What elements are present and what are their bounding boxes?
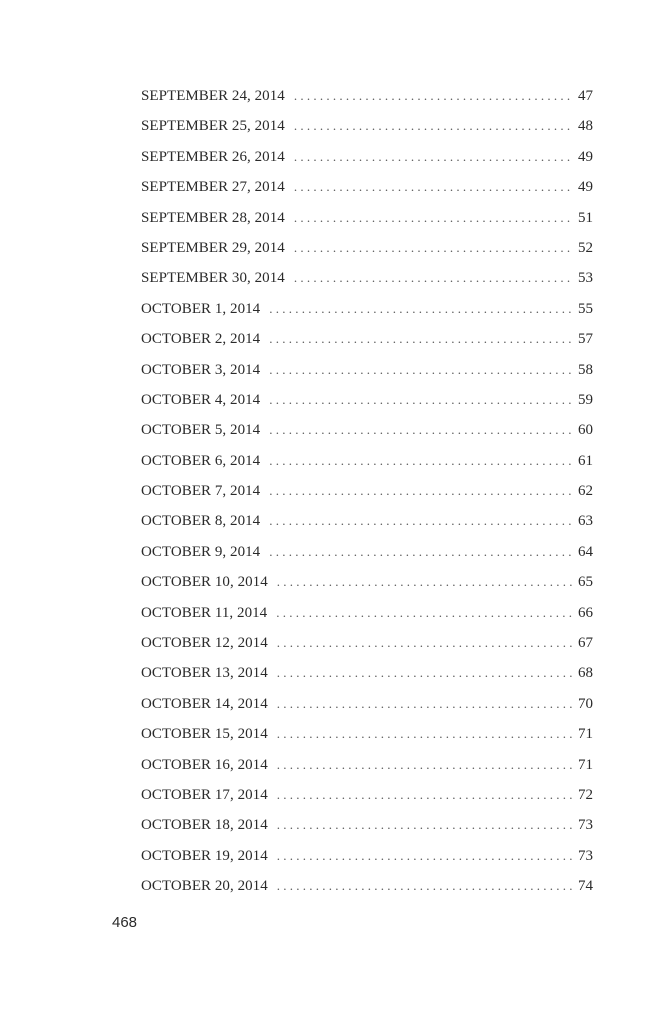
toc-entry-page-number: 51: [578, 209, 593, 226]
table-of-contents: [141, 85, 593, 906]
dot-leader: [269, 480, 572, 502]
toc-entry-label: SEPTEMBER 24, 2014: [141, 88, 285, 104]
toc-entry[interactable]: [141, 359, 593, 389]
toc-entry-page-number: 64: [578, 543, 593, 560]
toc-entry-page-number: 57: [578, 331, 593, 348]
toc-entry[interactable]: [141, 814, 593, 844]
toc-entry[interactable]: [141, 571, 593, 601]
dot-leader: [276, 602, 572, 624]
toc-entry[interactable]: [141, 845, 593, 875]
toc-entry-label: OCTOBER 1, 2014: [141, 300, 261, 317]
toc-entry-label: OCTOBER 7, 2014: [141, 483, 261, 500]
toc-entry-page-number: 52: [578, 239, 593, 256]
dot-leader: [269, 328, 572, 350]
dot-leader: [269, 389, 572, 411]
toc-entry[interactable]: [141, 632, 593, 662]
toc-entry-page-number: 66: [578, 604, 593, 621]
toc-entry[interactable]: [141, 85, 593, 115]
toc-entry-label: OCTOBER 13, 2014: [141, 665, 268, 682]
toc-entry[interactable]: [141, 510, 593, 540]
toc-entry-label: OCTOBER 18, 2014: [141, 817, 268, 834]
toc-entry-page-number: 60: [578, 422, 593, 439]
dot-leader: [269, 541, 572, 563]
toc-entry-label: OCTOBER 3, 2014: [141, 361, 261, 378]
toc-entry-page-number: 70: [578, 695, 593, 712]
toc-entry-label: SEPTEMBER 27, 2014: [141, 179, 285, 196]
toc-entry[interactable]: [141, 723, 593, 753]
toc-entry-page-number: 71: [578, 756, 593, 773]
toc-entry-label: SEPTEMBER 28, 2014: [141, 209, 285, 226]
dot-leader: [277, 814, 572, 836]
toc-entry[interactable]: [141, 662, 593, 692]
dot-leader: [269, 419, 572, 441]
dot-leader: [277, 754, 572, 776]
toc-entry[interactable]: [141, 419, 593, 449]
toc-entry[interactable]: [141, 298, 593, 328]
toc-entry-label: OCTOBER 16, 2014: [141, 756, 268, 773]
toc-entry-page-number: 62: [578, 483, 593, 500]
toc-entry[interactable]: [141, 237, 593, 267]
toc-entry-label: OCTOBER 9, 2014: [141, 543, 261, 560]
toc-entry-label: OCTOBER 2, 2014: [141, 331, 261, 348]
toc-entry-label: SEPTEMBER 26, 2014: [141, 148, 285, 165]
toc-entry-label: OCTOBER 6, 2014: [141, 452, 261, 469]
toc-entry-label: OCTOBER 15, 2014: [141, 726, 268, 743]
toc-entry-page-number: 68: [578, 665, 593, 682]
toc-entry-page-number: 73: [578, 817, 593, 834]
page-number: 468: [112, 914, 138, 931]
toc-entry-page-number: 71: [578, 726, 593, 743]
dot-leader: [277, 632, 572, 654]
toc-entry-page-number: 49: [578, 179, 593, 196]
dot-leader: [294, 237, 572, 259]
dot-leader: [294, 146, 572, 168]
toc-entry-page-number: 72: [578, 786, 593, 803]
dot-leader: [277, 571, 572, 593]
dot-leader: [277, 845, 572, 867]
toc-entry[interactable]: [141, 207, 593, 237]
toc-entry[interactable]: [141, 480, 593, 510]
toc-entry-label: OCTOBER 8, 2014: [141, 513, 261, 530]
dot-leader: [277, 723, 572, 745]
dot-leader: [277, 662, 572, 684]
dot-leader: [277, 693, 572, 715]
toc-entry-page-number: 49: [578, 148, 593, 165]
dot-leader: [269, 298, 572, 320]
toc-entry-label: SEPTEMBER 30, 2014: [141, 270, 285, 287]
dot-leader: [294, 207, 572, 229]
toc-entry-label: OCTOBER 4, 2014: [141, 391, 261, 408]
dot-leader: [277, 875, 572, 897]
toc-entry-page-number: 63: [578, 513, 593, 530]
toc-entry-label: OCTOBER 20, 2014: [141, 878, 268, 895]
toc-entry-page-number: 47: [578, 88, 593, 104]
toc-entry[interactable]: [141, 176, 593, 206]
toc-entry-page-number: 61: [578, 452, 593, 469]
toc-entry[interactable]: [141, 541, 593, 571]
dot-leader: [269, 359, 572, 381]
toc-entry-label: OCTOBER 5, 2014: [141, 422, 261, 439]
toc-entry[interactable]: [141, 602, 593, 632]
toc-entry-label: OCTOBER 14, 2014: [141, 695, 268, 712]
toc-entry-label: OCTOBER 17, 2014: [141, 786, 268, 803]
toc-entry[interactable]: [141, 754, 593, 784]
toc-entry-label: OCTOBER 11, 2014: [141, 604, 268, 621]
dot-leader: [277, 784, 572, 806]
toc-entry[interactable]: [141, 328, 593, 358]
dot-leader: [294, 176, 572, 198]
toc-entry[interactable]: [141, 450, 593, 480]
toc-entry-page-number: 65: [578, 574, 593, 591]
toc-entry-page-number: 53: [578, 270, 593, 287]
toc-entry-label: OCTOBER 19, 2014: [141, 847, 268, 864]
toc-entry-label: OCTOBER 12, 2014: [141, 635, 268, 652]
dot-leader: [294, 85, 572, 107]
dot-leader: [294, 115, 572, 137]
toc-entry-label: OCTOBER 10, 2014: [141, 574, 268, 591]
toc-entry[interactable]: [141, 784, 593, 814]
toc-entry[interactable]: [141, 389, 593, 419]
toc-entry-page-number: 48: [578, 118, 593, 135]
toc-entry[interactable]: [141, 693, 593, 723]
toc-entry-label: SEPTEMBER 29, 2014: [141, 239, 285, 256]
toc-entry-page-number: 59: [578, 391, 593, 408]
toc-entry-label: SEPTEMBER 25, 2014: [141, 118, 285, 135]
toc-entry-page-number: 67: [578, 635, 593, 652]
toc-entry[interactable]: [141, 875, 593, 905]
toc-entry[interactable]: [141, 146, 593, 176]
dot-leader: [269, 510, 572, 532]
toc-entry-page-number: 55: [578, 300, 593, 317]
dot-leader: [294, 267, 572, 289]
toc-entry-page-number: 58: [578, 361, 593, 378]
dot-leader: [269, 450, 572, 472]
toc-entry-page-number: 73: [578, 847, 593, 864]
toc-entry-page-number: 74: [578, 878, 593, 895]
toc-entry[interactable]: [141, 115, 593, 145]
toc-entry[interactable]: [141, 267, 593, 297]
